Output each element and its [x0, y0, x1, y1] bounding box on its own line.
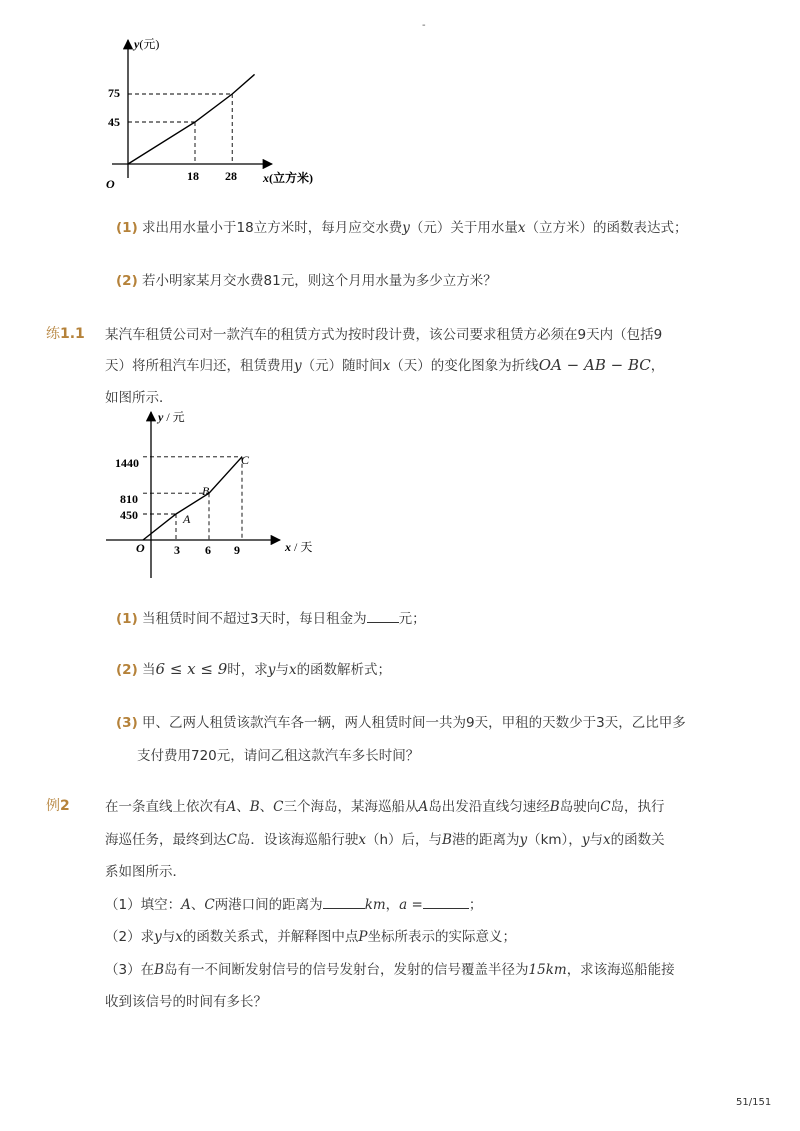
chart1-x-tick-28: 28 [225, 169, 237, 183]
chart1-series-line [128, 74, 255, 164]
chart2-point-label-c: C [241, 453, 250, 467]
top-mark: - [422, 20, 426, 31]
example-part-1: （1）填空：A、C两港口间的距离为 km，a = ； [105, 897, 483, 913]
page-number: 51/151 [736, 1097, 772, 1108]
chart2-point-label-a: A [183, 512, 191, 526]
exercise-text-line-1: 某汽车租赁公司对一款汽车的租赁方式为按时段计费，该公司要求租赁方必须在9天内（包括9 [105, 327, 663, 343]
chart1-y-tick-45: 45 [108, 115, 120, 129]
example-text-line-3: 系如图所示． [105, 864, 186, 880]
a-value-blank[interactable] [423, 896, 469, 909]
chart2-y-tick-810: 810 [120, 492, 138, 506]
chart1-y-tick-75: 75 [108, 86, 120, 100]
chart2-y-label: y / 元 [158, 410, 185, 424]
example-part-3-line-1: （3）在B岛有一不间断发射信号的信号发射台，发射的信号覆盖半径为15km，求该海巡船能接 [105, 962, 675, 978]
chart2-point-label-b: B [202, 484, 210, 498]
exercise-part-1: (1) 当租赁时间不超过3天时，每日租金为 元； [116, 611, 426, 627]
chart1-y-label: y(元) [134, 37, 160, 51]
chart1-origin-label: O [106, 177, 115, 191]
example-part-2: （2）求y与x的函数关系式，并解释图中点P坐标所表示的实际意义； [105, 929, 516, 945]
exercise-part-3-line-2: 支付费用720元，请问乙租这款汽车多长时间？ [137, 748, 420, 764]
exercise-text-line-3: 如图所示． [105, 390, 173, 406]
chart2-origin-label: O [136, 541, 145, 555]
distance-blank[interactable] [323, 896, 365, 909]
answer-blank[interactable] [367, 610, 399, 623]
chart2-x-tick-3: 3 [174, 543, 180, 557]
chart1-x-label: x(立方米) [263, 171, 313, 185]
chart2-y-tick-1440: 1440 [115, 456, 139, 470]
question-part-1: (1) 求出用水量小于18立方米时，每月应交水费y（元）关于用水量x（立方米）的函数表达式； [116, 220, 688, 236]
question-part-2: (2) 若小明家某月交水费81元，则这个月用水量为多少立方米？ [116, 273, 497, 289]
exercise-tag: 练1.1 [46, 326, 85, 342]
chart2-x-label: x / 天 [285, 540, 313, 554]
example-text-line-2: 海巡任务，最终到达C岛．设该海巡船行驶x（h）后，与B港的距离为y（km），y与x的函数关 [105, 832, 665, 848]
chart1-x-tick-18: 18 [187, 169, 199, 183]
chart2-x-tick-9: 9 [234, 543, 240, 557]
exercise-part-3-line-1: (3) 甲、乙两人租赁该款汽车各一辆，两人租赁时间一共为9天，甲租的天数少于3天，乙比甲多 [116, 715, 686, 731]
chart2-y-tick-450: 450 [120, 508, 138, 522]
chart2-series-line [143, 457, 242, 540]
example-text-line-1: 在一条直线上依次有A、B、C三个海岛，某海巡船从A岛出发沿直线匀速经B岛驶向C岛，执行 [105, 799, 665, 815]
exercise-part-2: (2) 当6 ≤ x ≤ 9时，求y与x的函数解析式； [116, 660, 392, 678]
rental-chart [100, 405, 320, 585]
chart2-x-tick-6: 6 [205, 543, 211, 557]
water-fee-chart [100, 30, 340, 200]
exercise-text-line-2: 天）将所租汽车归还，租赁费用y（元）随时间x（天）的变化图象为折线OA − AB − BC， [105, 356, 665, 374]
example-tag: 例2 [46, 798, 70, 814]
example-part-3-line-2: 收到该信号的时间有多长？ [105, 994, 267, 1010]
